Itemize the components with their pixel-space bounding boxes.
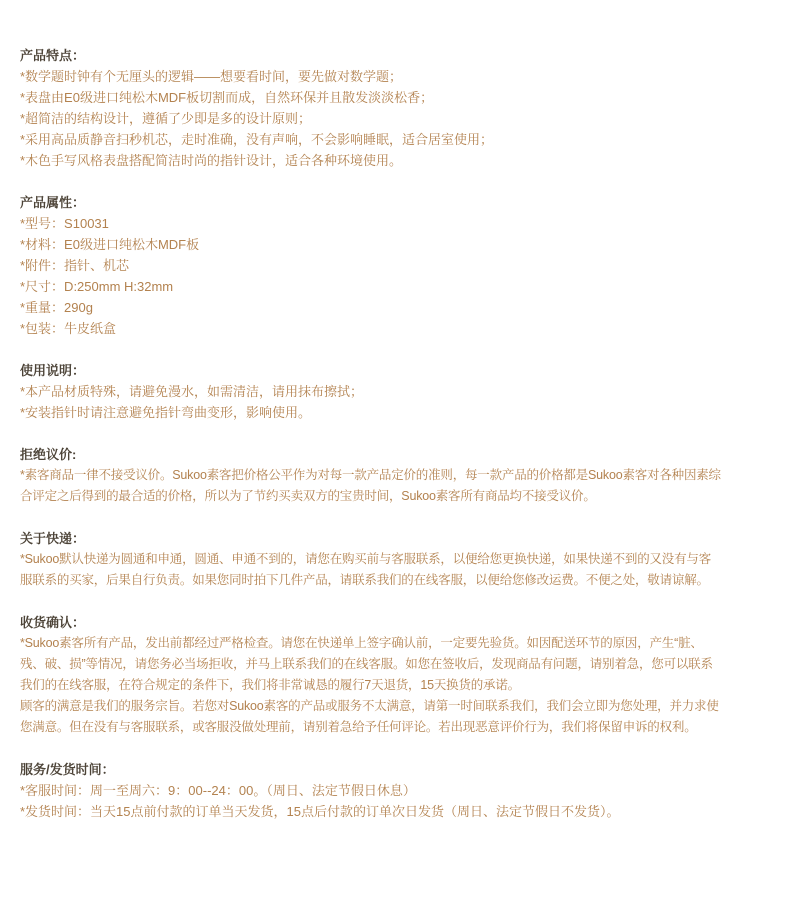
service-hours-line: *客服时间：周一至周六：9：00--24：00。（周日、法定节假日休息） — [20, 783, 416, 798]
section-heading-product-features: 产品特点： — [20, 48, 86, 63]
receipt-confirmation-paragraph: *Sukoo素客所有产品，发出前都经过严格检查。请您在快递单上签字确认前，一定要先验货。如因配送环节的原因，产生“脏、残、破、损”等情况，请您务必当场拒收，并马上联系我们的在线客服。如您在签收后，发现商品有问题，请别着急，您可以联系我们的在线客服，在符合规定的条件下，我们将非常诚恳的履行7天退货，15天换货的承诺。 — [20, 636, 713, 692]
attribute-line-weight: *重量：290g — [20, 300, 93, 315]
feature-line: *表盘由E0级进口纯松木MDF板切割而成，自然环保并且散发淡淡松香； — [20, 90, 434, 105]
feature-line: *超简洁的结构设计，遵循了少即是多的设计原则； — [20, 111, 312, 126]
section-heading-shipping-info: 关于快递： — [20, 531, 86, 546]
section-product-attributes — [20, 192, 722, 339]
usage-line: *安装指针时请注意避免指针弯曲变形，影响使用。 — [20, 405, 312, 420]
section-shipping-info — [20, 528, 722, 591]
section-product-features — [20, 45, 722, 171]
attribute-line-packaging: *包装：牛皮纸盒 — [20, 321, 117, 336]
usage-line: *本产品材质特殊，请避免漫水，如需清洁，请用抹布擦拭； — [20, 384, 364, 399]
customer-satisfaction-paragraph: 顾客的满意是我们的服务宗旨。若您对Sukoo素客的产品或服务不太满意，请第一时间联系我们，我们会立即为您处理，并力求使您满意。但在没有与客服联系，或客服没做处理前，请别着急给予任何评论。若出现恶意评价行为，我们将保留申诉的权利。 — [20, 699, 719, 734]
attribute-line-size: *尺寸：D:250mm H:32mm — [20, 279, 174, 294]
feature-line: *采用高品质静音扫秒机芯，走时准确，没有声响，不会影响睡眠，适合居室使用； — [20, 132, 494, 147]
section-heading-usage-instructions: 使用说明： — [20, 363, 86, 378]
attribute-line-model: *型号：S10031 — [20, 216, 109, 231]
attribute-line-accessories: *附件：指针、机芯 — [20, 258, 130, 273]
shipping-info-paragraph: *Sukoo默认快递为圆通和申通，圆通、申通不到的，请您在购买前与客服联系，以便给您更换快递，如果快递不到的又没有与客服联系的买家，后果自行负责。如果您同时拍下几件产品，请联系我们的在线客服，以便给您修改运费。不便之处，敬请谅解。 — [20, 552, 712, 587]
section-heading-service-hours: 服务/发货时间： — [20, 762, 115, 777]
attribute-line-material: *材料：E0级进口纯松木MDF板 — [20, 237, 200, 252]
section-receipt-confirmation — [20, 612, 722, 738]
dispatch-time-line: *发货时间：当天15点前付款的订单当天发货，15点后付款的订单次日发货（周日、法定节假日不发货）。 — [20, 804, 620, 819]
section-usage-instructions — [20, 360, 722, 423]
section-heading-receipt-confirmation: 收货确认： — [20, 615, 86, 630]
no-bargaining-paragraph: *素客商品一律不接受议价。Sukoo素客把价格公平作为对每一款产品定价的准则，每一款产品的价格都是Sukoo素客对各种因素综合评定之后得到的最合适的价格，所以为了节约买卖双方的宝贵时间，Sukoo素客所有商品均不接受议价。 — [20, 468, 721, 503]
section-heading-no-bargaining: 拒绝议价: — [20, 447, 77, 462]
section-service-hours — [20, 759, 722, 822]
section-heading-product-attributes: 产品属性： — [20, 195, 86, 210]
section-no-bargaining — [20, 444, 722, 507]
feature-line: *数学题时钟有个无厘头的逻辑——想要看时间，要先做对数学题； — [20, 69, 403, 84]
feature-line: *木色手写风格表盘搭配简洁时尚的指针设计，适合各种环境使用。 — [20, 153, 403, 168]
